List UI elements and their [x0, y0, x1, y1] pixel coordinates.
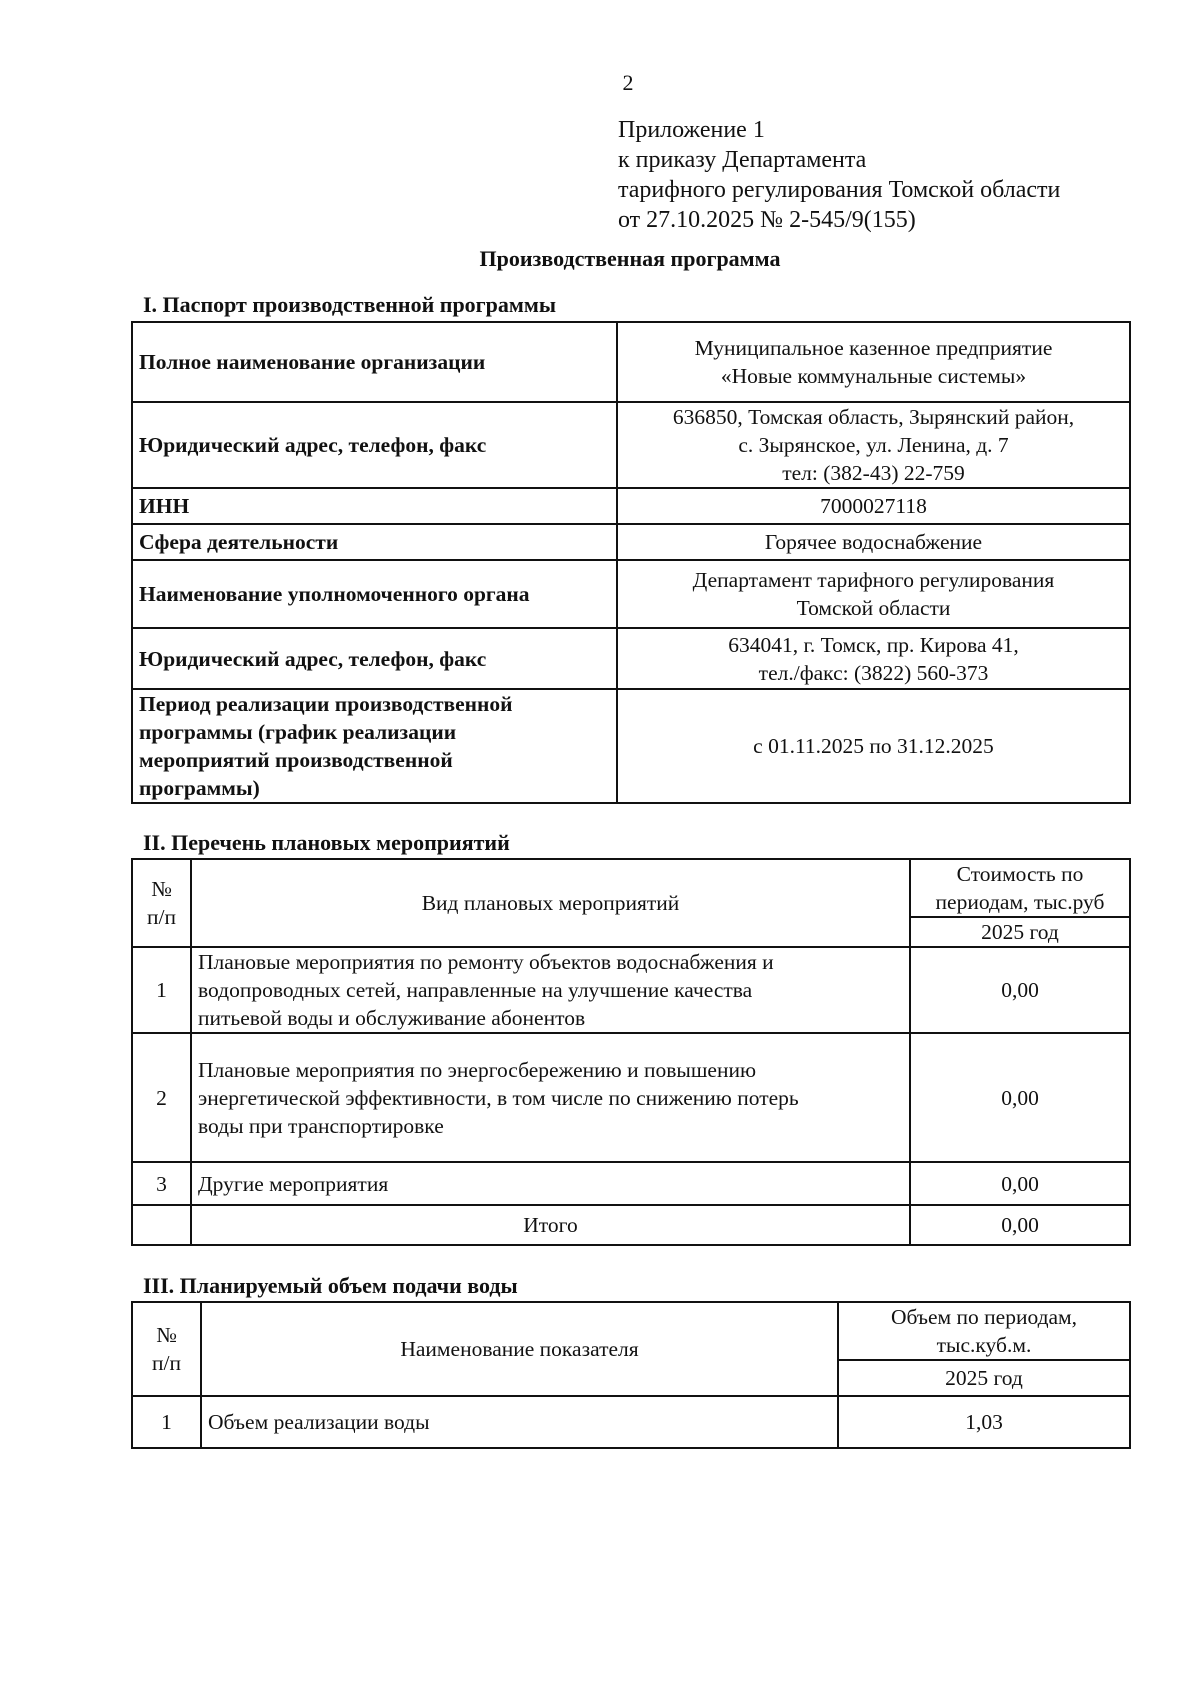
measure-cost: 0,00 [910, 1162, 1130, 1205]
table-row [132, 322, 1130, 402]
column-header-num: № п/п [132, 1302, 201, 1396]
passport-table [131, 321, 1131, 804]
table-row [132, 689, 1130, 803]
passport-value: Горячее водоснабжение [617, 524, 1130, 560]
passport-label: Юридический адрес, телефон, факс [132, 402, 617, 488]
passport-label: Полное наименование организации [132, 322, 617, 402]
table-row [132, 524, 1130, 560]
table-total-row [132, 1205, 1130, 1245]
measures-table [131, 858, 1131, 1246]
passport-label: Наименование уполномоченного органа [132, 560, 617, 628]
measure-name: Другие мероприятия [191, 1162, 910, 1205]
passport-label: Период реализации производственной программы (график реализации мероприятий производственной программы) [132, 689, 617, 803]
table-row [132, 488, 1130, 524]
section-1-title: I. Паспорт производственной программы [143, 292, 557, 317]
page-number: 2 [622, 70, 634, 95]
measure-name: Плановые мероприятия по ремонту объектов водоснабжения и водопроводных сетей, направленные на улучшение качества питьевой воды и обслуживание абонентов [191, 947, 910, 1033]
table-row [132, 1396, 1130, 1448]
passport-value: 636850, Томская область, Зырянский район, с. Зырянское, ул. Ленина, д. 7 тел: (382-43) 22-759 [617, 402, 1130, 488]
indicator-name: Объем реализации воды [201, 1396, 838, 1448]
section-2-title: II. Перечень плановых мероприятий [143, 830, 510, 855]
row-number: 1 [132, 1396, 201, 1448]
table-row [132, 628, 1130, 689]
passport-value: 634041, г. Томск, пр. Кирова 41, тел./факс: (3822) 560-373 [617, 628, 1130, 689]
appendix-line: от 27.10.2025 № 2-545/9(155) [618, 207, 916, 233]
passport-value: с 01.11.2025 по 31.12.2025 [617, 689, 1130, 803]
passport-value: Муниципальное казенное предприятие «Новые коммунальные системы» [617, 322, 1130, 402]
indicator-value: 1,03 [838, 1396, 1130, 1448]
column-header-year: 2025 год [838, 1360, 1130, 1396]
measure-cost: 0,00 [910, 947, 1130, 1033]
passport-value: Департамент тарифного регулирования Томской области [617, 560, 1130, 628]
table-row [132, 402, 1130, 488]
appendix-line: Приложение 1 [618, 117, 765, 143]
volume-table [131, 1301, 1131, 1449]
passport-label: Юридический адрес, телефон, факс [132, 628, 617, 689]
table-row [132, 947, 1130, 1033]
passport-label: Сфера деятельности [132, 524, 617, 560]
table-header-row [132, 1302, 1130, 1360]
appendix-line: тарифного регулирования Томской области [618, 177, 1061, 203]
row-number: 3 [132, 1162, 191, 1205]
passport-label: ИНН [132, 488, 617, 524]
total-empty-cell [132, 1205, 191, 1245]
table-row [132, 560, 1130, 628]
column-header-year: 2025 год [910, 917, 1130, 947]
document-title: Производственная программа [479, 246, 781, 271]
total-label: Итого [191, 1205, 910, 1245]
table-row [132, 1033, 1130, 1162]
total-value: 0,00 [910, 1205, 1130, 1245]
measure-cost: 0,00 [910, 1033, 1130, 1162]
table-row [132, 1162, 1130, 1205]
column-header-name: Вид плановых мероприятий [191, 859, 910, 947]
appendix-line: к приказу Департамента [618, 147, 867, 173]
column-header-volume: Объем по периодам, тыс.куб.м. [838, 1302, 1130, 1360]
section-3-title: III. Планируемый объем подачи воды [143, 1273, 518, 1298]
row-number: 2 [132, 1033, 191, 1162]
table-header-row [132, 859, 1130, 917]
column-header-num: № п/п [132, 859, 191, 947]
column-header-name: Наименование показателя [201, 1302, 838, 1396]
row-number: 1 [132, 947, 191, 1033]
column-header-cost: Стоимость по периодам, тыс.руб [910, 859, 1130, 917]
measure-name: Плановые мероприятия по энергосбережению и повышению энергетической эффективности, в том числе по снижению потерь воды при транспортировке [191, 1033, 910, 1162]
appendix-block [618, 115, 1060, 235]
passport-value: 7000027118 [617, 488, 1130, 524]
